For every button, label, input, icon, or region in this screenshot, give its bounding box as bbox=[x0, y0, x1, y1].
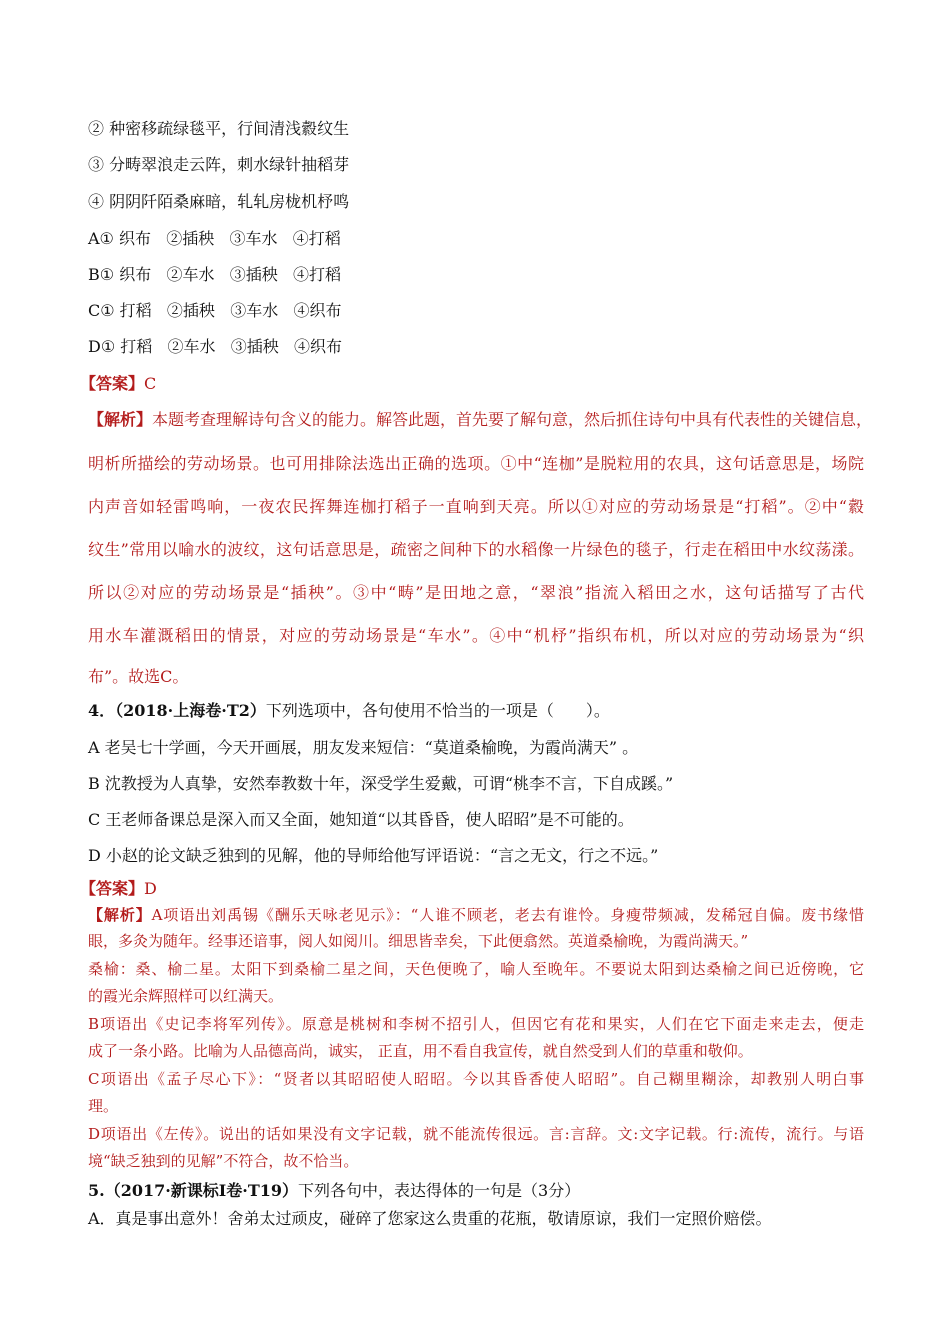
q4-answer bbox=[80, 876, 157, 899]
question-number: 4． bbox=[88, 701, 116, 720]
analysis-label: 【解析】 bbox=[88, 410, 153, 429]
q3-analysis-line: 【解析】本题考查理解诗句含义的能力。解答此题，首先要了解句意，然后抓住诗句中具有代表性的关键信息， bbox=[88, 410, 873, 429]
q4-analysis-line: 眼，多灸为随年。经事还谙事，阅人如阅川。细思皆幸矣，下此便翕然。英道桑榆晚，为霞尚满天。” bbox=[88, 932, 749, 950]
q4-analysis-line: B项语出《史记李将军列传》。原意是桃树和李树不招引人，但因它有花和果实，人们在它下面走来走去，便走 bbox=[88, 1015, 864, 1033]
question-number: 5. bbox=[88, 1181, 105, 1200]
q4-analysis-line: 桑榆：桑、榆二星。太阳下到桑榆二星之间，天色便晚了，喻人至晚年。不要说太阳到达桑榆之间已近傍晚，它 bbox=[88, 960, 864, 978]
poem-line-4: ④ 阴阴阡陌桑麻暗，轧轧房栊机杼鸣 bbox=[88, 192, 350, 211]
q3-analysis-line: 所以②对应的劳动场景是“插秧”。③中“畴”是田地之意，“翠浪”指流入稻田之水，这句话描写了古代 bbox=[88, 583, 864, 602]
q4-option-a: A 老吴七十学画，今天开画展，朋友发来短信：“莫道桑榆晚，为霞尚满天” 。 bbox=[88, 738, 639, 757]
q3-analysis-line: 内声音如轻雷鸣响，一夜农民挥舞连枷打稻子一直响到天亮。所以①对应的劳动场景是“打稻”。②中“縠 bbox=[88, 497, 864, 516]
q3-analysis-line: 纹生”常用以喻水的波纹，这句话意思是，疏密之间种下的水稻像一片绿色的毯子，行走在稻田中水纹荡漾。 bbox=[88, 540, 864, 559]
q4-analysis-line: D项语出《左传》。说出的话如果没有文字记载，就不能流传很远。言:言辞。文:文字记载。行:流传，流行。与语 bbox=[88, 1125, 864, 1143]
poem-line-2: ② 种密移疏绿毯平，行间清浅縠纹生 bbox=[88, 119, 350, 138]
q4-analysis-line: C项语出《孟子尽心下》：“贤者以其昭昭使人昭昭。今以其昏香使人昭昭”。自己糊里糊涂，却教别人明白事 bbox=[88, 1070, 864, 1088]
q4-analysis-line: 的霞光余辉照样可以红满天。 bbox=[88, 987, 284, 1005]
option-a: A① 织布 ②插秧 ③车水 ④打稻 bbox=[88, 229, 341, 248]
question-source: （2017·新课标Ⅰ卷·T19） bbox=[104, 1181, 299, 1200]
answer-value: C bbox=[144, 374, 157, 393]
option-d: D① 打稻 ②车水 ③插秧 ④织布 bbox=[88, 337, 343, 356]
answer-value: D bbox=[144, 879, 157, 898]
question-stem: 下列选项中，各句使用不恰当的一项是（ ）。 bbox=[265, 701, 610, 720]
answer-label: 【答案】 bbox=[80, 374, 145, 393]
q4-analysis-line: 成了一条小路。比喻为人品德高尚，诚实， 正直，用不看自我宣传，就自然受到人们的草重和敬仰。 bbox=[88, 1042, 753, 1060]
answer-label: 【答案】 bbox=[80, 879, 145, 898]
q4-header bbox=[88, 698, 610, 721]
analysis-label: 【解析】 bbox=[88, 906, 152, 924]
q3-analysis-line: 用水车灌溉稻田的情景，对应的劳动场景是“车水”。④中“机杼”指织布机，所以对应的劳动场景为“织 bbox=[88, 626, 864, 645]
option-b: B① 织布 ②车水 ③插秧 ④打稻 bbox=[88, 265, 341, 284]
q5-option-a: A．真是事出意外！舍弟太过顽皮，碰碎了您家这么贵重的花瓶，敬请原谅，我们一定照价赔偿。 bbox=[88, 1209, 772, 1228]
q4-option-b: B 沈教授为人真挚，安然奉教数十年，深受学生爱戴，可谓“桃李不言，下自成蹊。” bbox=[88, 774, 674, 793]
option-c: C① 打稻 ②插秧 ③车水 ④织布 bbox=[88, 301, 342, 320]
q4-option-d: D 小赵的论文缺乏独到的见解，他的导师给他写评语说：“言之无文，行之不远。” bbox=[88, 846, 659, 865]
q3-analysis-line: 布”。故选C。 bbox=[88, 667, 189, 686]
poem-line-3: ③ 分畴翠浪走云阵，刺水绿针抽稻芽 bbox=[88, 155, 350, 174]
q4-analysis-line: 理。 bbox=[88, 1097, 119, 1115]
q3-analysis-line: 明析所描绘的劳动场景。也可用排除法选出正确的选项。①中“连枷”是脱粒用的农具，这句话意思是，场院 bbox=[88, 454, 864, 473]
q3-answer bbox=[80, 371, 156, 394]
question-stem: 下列各句中，表达得体的一句是（3分） bbox=[298, 1181, 581, 1200]
q4-analysis-line: 境“缺乏独到的见解”不符合，故不恰当。 bbox=[88, 1152, 359, 1170]
question-source: （2018·上海卷·T2） bbox=[115, 701, 266, 720]
q4-analysis-line: 【解析】A项语出刘禹锡《酬乐天咏老见示》：“人谁不顾老，老去有谁怜。身瘦带频减，发稀冠自偏。废书缘惜 bbox=[88, 906, 864, 924]
q4-option-c: C 王老师备课总是深入而又全面，她知道“以其昏昏，使人昭昭”是不可能的。 bbox=[88, 810, 634, 829]
q5-header bbox=[88, 1178, 580, 1201]
